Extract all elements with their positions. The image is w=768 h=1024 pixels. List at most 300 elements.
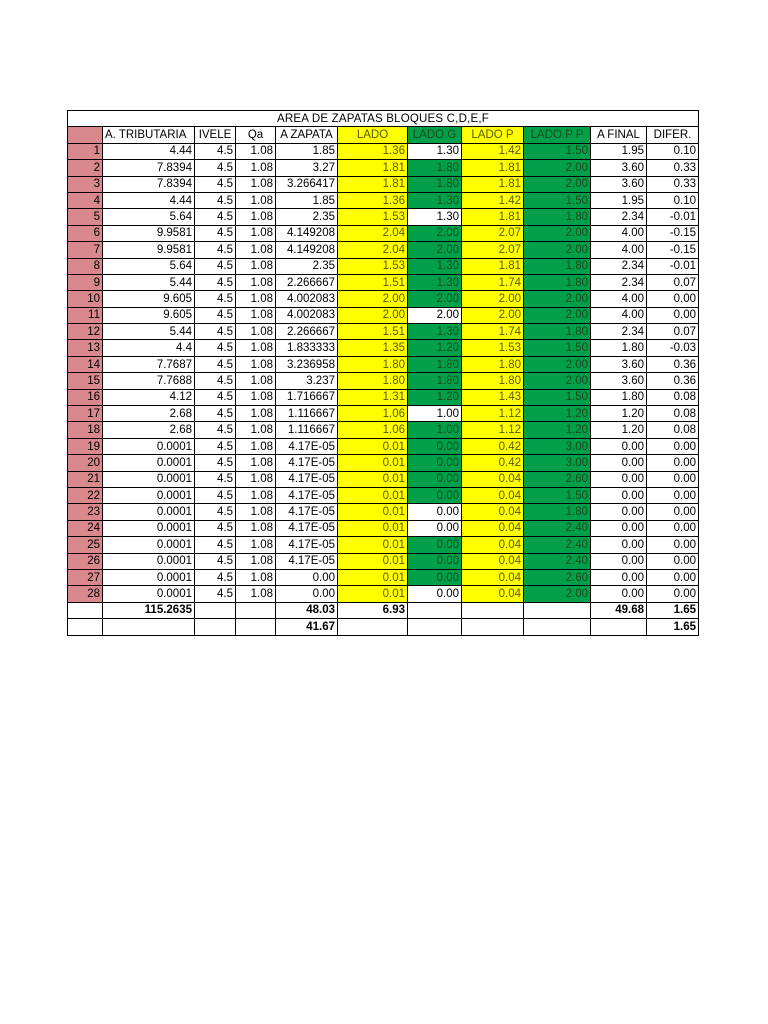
cell-lado-g[interactable]: 2.00	[408, 307, 462, 323]
cell-difer[interactable]: 0.00	[647, 291, 699, 307]
cell-row-number[interactable]: 27	[68, 569, 103, 585]
total-a-tributaria[interactable]	[103, 619, 195, 635]
cell-a-tributaria[interactable]: 9.605	[103, 291, 195, 307]
cell-a-final[interactable]: 0.00	[591, 553, 647, 569]
total-lado-p-p[interactable]	[524, 619, 591, 635]
cell-niveles[interactable]: 4.5	[195, 553, 236, 569]
cell-row-number[interactable]: 9	[68, 274, 103, 290]
cell-lado[interactable]: 1.51	[338, 324, 408, 340]
cell-a-final[interactable]: 4.00	[591, 225, 647, 241]
total-lado[interactable]: 6.93	[338, 602, 408, 618]
cell-a-zapata[interactable]: 4.17E-05	[276, 438, 338, 454]
cell-lado-p-p[interactable]: 1.80	[524, 504, 591, 520]
header-a-tributaria[interactable]: A. TRIBUTARIA	[103, 127, 195, 143]
cell-niveles[interactable]: 4.5	[195, 242, 236, 258]
cell-row-number[interactable]: 21	[68, 471, 103, 487]
cell-lado-g[interactable]: 2.00	[408, 242, 462, 258]
cell-a-tributaria[interactable]: 9.605	[103, 307, 195, 323]
cell-a-final[interactable]: 0.00	[591, 586, 647, 602]
cell-row-number[interactable]: 3	[68, 176, 103, 192]
cell-lado-p-p[interactable]: 2.00	[524, 242, 591, 258]
cell-niveles[interactable]: 4.5	[195, 324, 236, 340]
cell-a-final[interactable]: 0.00	[591, 471, 647, 487]
cell-lado[interactable]: 1.51	[338, 274, 408, 290]
cell-lado-g[interactable]: 1.80	[408, 373, 462, 389]
total-a-tributaria[interactable]: 115.2635	[103, 602, 195, 618]
cell-difer[interactable]: 0.33	[647, 160, 699, 176]
cell-qa[interactable]: 1.08	[236, 324, 276, 340]
cell-a-zapata[interactable]: 0.00	[276, 569, 338, 585]
total-qa[interactable]	[236, 602, 276, 618]
cell-lado-g[interactable]: 2.00	[408, 225, 462, 241]
cell-niveles[interactable]: 4.5	[195, 487, 236, 503]
cell-lado-p-p[interactable]: 2.00	[524, 307, 591, 323]
cell-niveles[interactable]: 4.5	[195, 569, 236, 585]
cell-lado-g[interactable]: 1.80	[408, 176, 462, 192]
cell-a-final[interactable]: 1.20	[591, 422, 647, 438]
cell-qa[interactable]: 1.08	[236, 209, 276, 225]
cell-a-tributaria[interactable]: 0.0001	[103, 471, 195, 487]
cell-difer[interactable]: 0.33	[647, 176, 699, 192]
cell-lado-p-p[interactable]: 2.00	[524, 356, 591, 372]
cell-lado[interactable]: 1.81	[338, 160, 408, 176]
cell-niveles[interactable]: 4.5	[195, 143, 236, 159]
cell-difer[interactable]: -0.03	[647, 340, 699, 356]
cell-qa[interactable]: 1.08	[236, 258, 276, 274]
cell-niveles[interactable]: 4.5	[195, 520, 236, 536]
total-lado-p[interactable]	[462, 602, 524, 618]
cell-lado-g[interactable]: 0.00	[408, 455, 462, 471]
cell-a-tributaria[interactable]: 2.68	[103, 406, 195, 422]
cell-lado-p[interactable]: 0.04	[462, 553, 524, 569]
cell-lado[interactable]: 0.01	[338, 520, 408, 536]
cell-difer[interactable]: -0.01	[647, 258, 699, 274]
cell-lado-g[interactable]: 0.00	[408, 487, 462, 503]
cell-lado-g[interactable]: 1.20	[408, 389, 462, 405]
cell-lado-p[interactable]: 1.81	[462, 209, 524, 225]
total-lado-g[interactable]	[408, 619, 462, 635]
cell-difer[interactable]: 0.00	[647, 520, 699, 536]
cell-lado-p[interactable]: 1.81	[462, 160, 524, 176]
cell-lado-p-p[interactable]: 2.00	[524, 176, 591, 192]
cell-a-final[interactable]: 4.00	[591, 307, 647, 323]
cell-qa[interactable]: 1.08	[236, 143, 276, 159]
cell-row-number[interactable]: 14	[68, 356, 103, 372]
cell-lado-g[interactable]: 0.00	[408, 504, 462, 520]
cell-lado-g[interactable]: 0.00	[408, 569, 462, 585]
cell-a-tributaria[interactable]: 0.0001	[103, 504, 195, 520]
cell-lado[interactable]: 1.81	[338, 176, 408, 192]
cell-lado-p[interactable]: 1.81	[462, 176, 524, 192]
total-a-zapata[interactable]: 41.67	[276, 619, 338, 635]
cell-a-zapata[interactable]: 2.266667	[276, 324, 338, 340]
cell-a-zapata[interactable]: 1.85	[276, 143, 338, 159]
total-lado-g[interactable]	[408, 602, 462, 618]
cell-a-zapata[interactable]: 4.149208	[276, 225, 338, 241]
total-difer[interactable]: 1.65	[647, 602, 699, 618]
cell-qa[interactable]: 1.08	[236, 225, 276, 241]
cell-difer[interactable]: 0.00	[647, 307, 699, 323]
cell-lado-p[interactable]: 1.81	[462, 258, 524, 274]
cell-row-number[interactable]: 19	[68, 438, 103, 454]
cell-lado-g[interactable]: 0.00	[408, 553, 462, 569]
cell-a-zapata[interactable]: 4.17E-05	[276, 455, 338, 471]
cell-lado[interactable]: 0.01	[338, 537, 408, 553]
total-row-number[interactable]	[68, 619, 103, 635]
cell-lado-p[interactable]: 2.00	[462, 307, 524, 323]
cell-row-number[interactable]: 13	[68, 340, 103, 356]
cell-lado-p-p[interactable]: 1.80	[524, 274, 591, 290]
cell-a-final[interactable]: 0.00	[591, 487, 647, 503]
cell-difer[interactable]: -0.01	[647, 209, 699, 225]
cell-lado-p-p[interactable]: 2.00	[524, 373, 591, 389]
cell-lado-p-p[interactable]: 1.50	[524, 389, 591, 405]
cell-difer[interactable]: 0.36	[647, 356, 699, 372]
cell-lado-p-p[interactable]: 1.80	[524, 258, 591, 274]
cell-lado-p[interactable]: 1.12	[462, 422, 524, 438]
cell-row-number[interactable]: 10	[68, 291, 103, 307]
cell-lado-p[interactable]: 1.80	[462, 356, 524, 372]
cell-lado[interactable]: 0.01	[338, 455, 408, 471]
cell-lado-p-p[interactable]: 1.20	[524, 406, 591, 422]
cell-lado-g[interactable]: 1.30	[408, 258, 462, 274]
cell-difer[interactable]: -0.15	[647, 242, 699, 258]
cell-lado-p-p[interactable]: 2.00	[524, 225, 591, 241]
cell-row-number[interactable]: 12	[68, 324, 103, 340]
cell-niveles[interactable]: 4.5	[195, 373, 236, 389]
cell-niveles[interactable]: 4.5	[195, 471, 236, 487]
cell-lado-g[interactable]: 0.00	[408, 438, 462, 454]
cell-lado-p[interactable]: 1.42	[462, 192, 524, 208]
cell-row-number[interactable]: 20	[68, 455, 103, 471]
cell-lado[interactable]: 0.01	[338, 504, 408, 520]
cell-qa[interactable]: 1.08	[236, 356, 276, 372]
cell-a-tributaria[interactable]: 0.0001	[103, 520, 195, 536]
cell-lado-p[interactable]: 1.74	[462, 274, 524, 290]
cell-lado-p-p[interactable]: 2.00	[524, 586, 591, 602]
cell-lado-p-p[interactable]: 2.00	[524, 160, 591, 176]
cell-lado-p[interactable]: 0.42	[462, 438, 524, 454]
cell-a-zapata[interactable]: 4.17E-05	[276, 537, 338, 553]
cell-row-number[interactable]: 16	[68, 389, 103, 405]
total-lado-p-p[interactable]	[524, 602, 591, 618]
cell-lado-g[interactable]: 1.30	[408, 209, 462, 225]
cell-lado-g[interactable]: 0.00	[408, 471, 462, 487]
cell-a-tributaria[interactable]: 5.44	[103, 324, 195, 340]
cell-difer[interactable]: 0.00	[647, 504, 699, 520]
cell-niveles[interactable]: 4.5	[195, 291, 236, 307]
cell-lado-p[interactable]: 0.04	[462, 471, 524, 487]
cell-a-tributaria[interactable]: 9.9581	[103, 225, 195, 241]
cell-a-final[interactable]: 0.00	[591, 569, 647, 585]
cell-a-zapata[interactable]: 1.116667	[276, 422, 338, 438]
cell-lado[interactable]: 1.53	[338, 209, 408, 225]
cell-lado-p[interactable]: 0.04	[462, 569, 524, 585]
cell-difer[interactable]: 0.36	[647, 373, 699, 389]
cell-lado[interactable]: 0.01	[338, 553, 408, 569]
cell-lado-p-p[interactable]: 1.80	[524, 324, 591, 340]
cell-niveles[interactable]: 4.5	[195, 438, 236, 454]
cell-niveles[interactable]: 4.5	[195, 340, 236, 356]
cell-qa[interactable]: 1.08	[236, 553, 276, 569]
cell-lado[interactable]: 1.31	[338, 389, 408, 405]
header-lado-p[interactable]: LADO P	[462, 127, 524, 143]
cell-a-tributaria[interactable]: 0.0001	[103, 438, 195, 454]
cell-difer[interactable]: 0.08	[647, 389, 699, 405]
cell-lado-g[interactable]: 1.00	[408, 406, 462, 422]
cell-lado[interactable]: 2.00	[338, 291, 408, 307]
cell-lado-p[interactable]: 1.12	[462, 406, 524, 422]
cell-niveles[interactable]: 4.5	[195, 455, 236, 471]
cell-row-number[interactable]: 25	[68, 537, 103, 553]
cell-row-number[interactable]: 5	[68, 209, 103, 225]
cell-a-zapata[interactable]: 3.266417	[276, 176, 338, 192]
cell-niveles[interactable]: 4.5	[195, 586, 236, 602]
cell-lado-p-p[interactable]: 2.00	[524, 291, 591, 307]
cell-lado-p-p[interactable]: 3.00	[524, 455, 591, 471]
cell-a-zapata[interactable]: 1.833333	[276, 340, 338, 356]
cell-qa[interactable]: 1.08	[236, 422, 276, 438]
cell-lado-p[interactable]: 2.07	[462, 225, 524, 241]
cell-qa[interactable]: 1.08	[236, 242, 276, 258]
cell-lado-p[interactable]: 0.04	[462, 586, 524, 602]
cell-qa[interactable]: 1.08	[236, 586, 276, 602]
cell-difer[interactable]: 0.08	[647, 406, 699, 422]
cell-row-number[interactable]: 7	[68, 242, 103, 258]
cell-niveles[interactable]: 4.5	[195, 192, 236, 208]
total-row-number[interactable]	[68, 602, 103, 618]
cell-a-final[interactable]: 2.34	[591, 324, 647, 340]
header-a-zapata[interactable]: A ZAPATA	[276, 127, 338, 143]
cell-qa[interactable]: 1.08	[236, 373, 276, 389]
cell-lado[interactable]: 2.04	[338, 242, 408, 258]
cell-qa[interactable]: 1.08	[236, 504, 276, 520]
cell-qa[interactable]: 1.08	[236, 487, 276, 503]
cell-qa[interactable]: 1.08	[236, 160, 276, 176]
cell-lado[interactable]: 0.01	[338, 487, 408, 503]
cell-lado-p[interactable]: 1.53	[462, 340, 524, 356]
cell-a-final[interactable]: 0.00	[591, 504, 647, 520]
cell-a-tributaria[interactable]: 2.68	[103, 422, 195, 438]
cell-a-tributaria[interactable]: 0.0001	[103, 537, 195, 553]
header-difer[interactable]: DIFER.	[647, 127, 699, 143]
cell-a-zapata[interactable]: 3.236958	[276, 356, 338, 372]
cell-a-zapata[interactable]: 4.17E-05	[276, 504, 338, 520]
cell-lado[interactable]: 1.36	[338, 143, 408, 159]
cell-niveles[interactable]: 4.5	[195, 356, 236, 372]
cell-lado-p-p[interactable]: 1.50	[524, 340, 591, 356]
cell-a-tributaria[interactable]: 4.44	[103, 192, 195, 208]
cell-a-zapata[interactable]: 4.002083	[276, 291, 338, 307]
cell-a-zapata[interactable]: 4.002083	[276, 307, 338, 323]
cell-lado-g[interactable]: 1.30	[408, 324, 462, 340]
cell-qa[interactable]: 1.08	[236, 520, 276, 536]
cell-qa[interactable]: 1.08	[236, 274, 276, 290]
cell-lado-p[interactable]: 0.04	[462, 487, 524, 503]
total-difer[interactable]: 1.65	[647, 619, 699, 635]
cell-row-number[interactable]: 8	[68, 258, 103, 274]
cell-a-final[interactable]: 4.00	[591, 242, 647, 258]
cell-lado-p[interactable]: 2.07	[462, 242, 524, 258]
cell-row-number[interactable]: 24	[68, 520, 103, 536]
cell-a-zapata[interactable]: 0.00	[276, 586, 338, 602]
cell-lado-g[interactable]: 1.80	[408, 356, 462, 372]
cell-difer[interactable]: 0.08	[647, 422, 699, 438]
cell-lado-g[interactable]: 0.00	[408, 586, 462, 602]
header-qa[interactable]: Qa	[236, 127, 276, 143]
cell-row-number[interactable]: 26	[68, 553, 103, 569]
cell-a-final[interactable]: 3.60	[591, 373, 647, 389]
cell-a-zapata[interactable]: 1.116667	[276, 406, 338, 422]
cell-row-number[interactable]: 2	[68, 160, 103, 176]
cell-a-final[interactable]: 0.00	[591, 537, 647, 553]
cell-lado[interactable]: 2.04	[338, 225, 408, 241]
cell-difer[interactable]: 0.00	[647, 471, 699, 487]
cell-a-tributaria[interactable]: 9.9581	[103, 242, 195, 258]
cell-difer[interactable]: 0.07	[647, 274, 699, 290]
cell-niveles[interactable]: 4.5	[195, 406, 236, 422]
cell-row-number[interactable]: 18	[68, 422, 103, 438]
total-lado[interactable]	[338, 619, 408, 635]
cell-a-final[interactable]: 0.00	[591, 438, 647, 454]
total-niveles[interactable]	[195, 602, 236, 618]
cell-lado[interactable]: 1.06	[338, 406, 408, 422]
cell-a-zapata[interactable]: 4.17E-05	[276, 520, 338, 536]
cell-lado-p[interactable]: 0.04	[462, 537, 524, 553]
cell-a-zapata[interactable]: 1.716667	[276, 389, 338, 405]
cell-qa[interactable]: 1.08	[236, 406, 276, 422]
cell-a-zapata[interactable]: 3.237	[276, 373, 338, 389]
cell-lado[interactable]: 1.06	[338, 422, 408, 438]
cell-lado[interactable]: 1.35	[338, 340, 408, 356]
cell-lado[interactable]: 0.01	[338, 569, 408, 585]
cell-lado-g[interactable]: 0.00	[408, 520, 462, 536]
cell-lado[interactable]: 0.01	[338, 438, 408, 454]
cell-niveles[interactable]: 4.5	[195, 209, 236, 225]
cell-qa[interactable]: 1.08	[236, 307, 276, 323]
cell-lado[interactable]: 1.80	[338, 373, 408, 389]
total-a-zapata[interactable]: 48.03	[276, 602, 338, 618]
cell-lado-g[interactable]: 1.30	[408, 143, 462, 159]
cell-a-final[interactable]: 1.80	[591, 389, 647, 405]
cell-a-final[interactable]: 1.95	[591, 143, 647, 159]
cell-qa[interactable]: 1.08	[236, 291, 276, 307]
cell-lado-p[interactable]: 1.43	[462, 389, 524, 405]
total-a-final[interactable]: 49.68	[591, 602, 647, 618]
cell-niveles[interactable]: 4.5	[195, 225, 236, 241]
cell-lado-g[interactable]: 1.00	[408, 422, 462, 438]
cell-qa[interactable]: 1.08	[236, 192, 276, 208]
cell-lado-p-p[interactable]: 2.40	[524, 553, 591, 569]
cell-niveles[interactable]: 4.5	[195, 160, 236, 176]
cell-a-zapata[interactable]: 2.35	[276, 258, 338, 274]
cell-lado-g[interactable]: 1.30	[408, 274, 462, 290]
cell-row-number[interactable]: 11	[68, 307, 103, 323]
total-qa[interactable]	[236, 619, 276, 635]
cell-qa[interactable]: 1.08	[236, 176, 276, 192]
cell-lado-p-p[interactable]: 1.50	[524, 487, 591, 503]
cell-a-final[interactable]: 1.80	[591, 340, 647, 356]
cell-row-number[interactable]: 1	[68, 143, 103, 159]
cell-difer[interactable]: 0.00	[647, 586, 699, 602]
cell-a-zapata[interactable]: 4.17E-05	[276, 553, 338, 569]
cell-niveles[interactable]: 4.5	[195, 274, 236, 290]
total-a-final[interactable]	[591, 619, 647, 635]
cell-difer[interactable]: 0.07	[647, 324, 699, 340]
cell-row-number[interactable]: 22	[68, 487, 103, 503]
cell-difer[interactable]: 0.10	[647, 192, 699, 208]
cell-a-zapata[interactable]: 3.27	[276, 160, 338, 176]
cell-difer[interactable]: 0.00	[647, 553, 699, 569]
cell-a-zapata[interactable]: 4.17E-05	[276, 487, 338, 503]
cell-a-tributaria[interactable]: 0.0001	[103, 586, 195, 602]
cell-a-final[interactable]: 2.34	[591, 209, 647, 225]
cell-lado-p[interactable]: 0.04	[462, 520, 524, 536]
cell-niveles[interactable]: 4.5	[195, 176, 236, 192]
cell-lado-g[interactable]: 1.30	[408, 192, 462, 208]
cell-a-final[interactable]: 3.60	[591, 176, 647, 192]
cell-row-number[interactable]: 28	[68, 586, 103, 602]
cell-a-zapata[interactable]: 4.17E-05	[276, 471, 338, 487]
cell-niveles[interactable]: 4.5	[195, 537, 236, 553]
cell-qa[interactable]: 1.08	[236, 537, 276, 553]
cell-a-final[interactable]: 3.60	[591, 160, 647, 176]
cell-lado-g[interactable]: 0.00	[408, 537, 462, 553]
cell-a-final[interactable]: 2.34	[591, 274, 647, 290]
cell-a-tributaria[interactable]: 5.64	[103, 258, 195, 274]
cell-a-tributaria[interactable]: 0.0001	[103, 455, 195, 471]
cell-niveles[interactable]: 4.5	[195, 389, 236, 405]
header-lado[interactable]: LADO	[338, 127, 408, 143]
cell-qa[interactable]: 1.08	[236, 455, 276, 471]
cell-lado[interactable]: 1.53	[338, 258, 408, 274]
cell-a-zapata[interactable]: 2.266667	[276, 274, 338, 290]
header-lado-p-p[interactable]: LADO P P	[524, 127, 591, 143]
cell-row-number[interactable]: 15	[68, 373, 103, 389]
cell-a-tributaria[interactable]: 0.0001	[103, 487, 195, 503]
header-lado-g[interactable]: LADO G	[408, 127, 462, 143]
cell-a-final[interactable]: 1.20	[591, 406, 647, 422]
cell-a-tributaria[interactable]: 4.44	[103, 143, 195, 159]
cell-lado-p[interactable]: 1.42	[462, 143, 524, 159]
cell-a-zapata[interactable]: 4.149208	[276, 242, 338, 258]
cell-a-tributaria[interactable]: 4.4	[103, 340, 195, 356]
cell-lado-p-p[interactable]: 1.20	[524, 422, 591, 438]
cell-lado-p-p[interactable]: 1.50	[524, 192, 591, 208]
cell-row-number[interactable]: 17	[68, 406, 103, 422]
cell-lado-p[interactable]: 0.42	[462, 455, 524, 471]
cell-lado-g[interactable]: 1.80	[408, 160, 462, 176]
cell-a-tributaria[interactable]: 7.7688	[103, 373, 195, 389]
cell-lado-p-p[interactable]: 1.50	[524, 143, 591, 159]
cell-lado-p[interactable]: 1.80	[462, 373, 524, 389]
cell-a-tributaria[interactable]: 7.8394	[103, 176, 195, 192]
cell-difer[interactable]: -0.15	[647, 225, 699, 241]
cell-a-final[interactable]: 3.60	[591, 356, 647, 372]
cell-a-zapata[interactable]: 2.35	[276, 209, 338, 225]
cell-lado-p[interactable]: 2.00	[462, 291, 524, 307]
cell-row-number[interactable]: 4	[68, 192, 103, 208]
cell-niveles[interactable]: 4.5	[195, 504, 236, 520]
cell-a-tributaria[interactable]: 5.44	[103, 274, 195, 290]
cell-a-final[interactable]: 0.00	[591, 520, 647, 536]
cell-niveles[interactable]: 4.5	[195, 422, 236, 438]
cell-lado-g[interactable]: 2.00	[408, 291, 462, 307]
cell-difer[interactable]: 0.00	[647, 438, 699, 454]
cell-row-number[interactable]: 6	[68, 225, 103, 241]
total-niveles[interactable]	[195, 619, 236, 635]
cell-lado-p[interactable]: 1.74	[462, 324, 524, 340]
